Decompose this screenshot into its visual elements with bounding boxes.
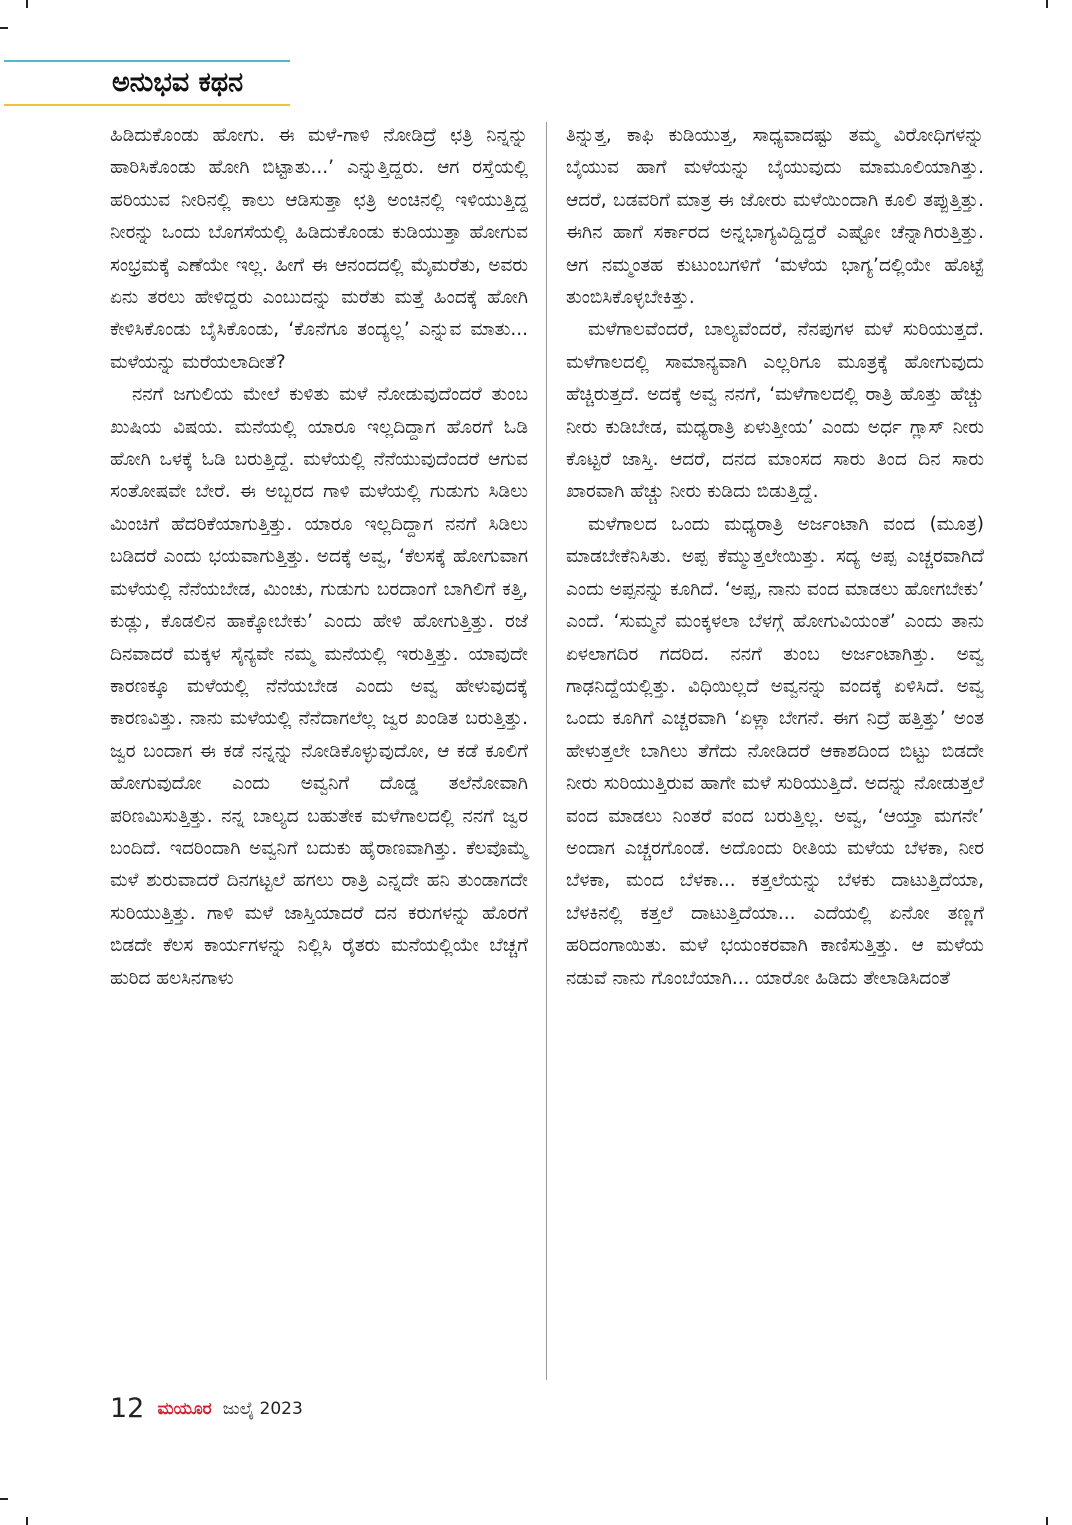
article-paragraph: ತಿನ್ನುತ್ತ, ಕಾಫಿ ಕುಡಿಯುತ್ತ, ಸಾಧ್ಯವಾದಷ್ಟು ತಮ್ಮ ವಿರೋಧಿಗಳನ್ನು ಬೈಯುವ ಹಾಗೆ ಮಳೆಯನ್ನು ಬೈಯುವುದು ಮಾಮೂಲಿಯಾಗಿತ್ತು. ಆದರೆ, ಬಡವರಿಗೆ ಮಾತ್ರ ಈ ಜೋರು ಮಳೆಯಿಂದಾಗಿ ಕೂಲಿ ತಪ್ಪುತ್ತಿತ್ತು. ಈಗಿನ ಹಾಗೆ ಸರ್ಕಾರದ ಅನ್ನಭಾಗ್ಯವಿದ್ದಿದ್ದರೆ ಎಷ್ಟೋ ಚೆನ್ನಾಗಿರುತ್ತಿತ್ತು. ಆಗ ನಮ್ಮಂತಹ ಕುಟುಂಬಗಳಿಗೆ ‘ಮಳೆಯ ಭಾಗ್ಯ’ದಲ್ಲಿಯೇ ಹೊಟ್ಟೆ ತುಂಬಿಸಿಕೊಳ್ಳಬೇಕಿತ್ತು.: [566, 125, 984, 309]
article-paragraph: ಮಳೆಗಾಲವೆಂದರೆ, ಬಾಲ್ಯವೆಂದರೆ, ನೆನಪುಗಳ ಮಳೆ ಸುರಿಯುತ್ತದೆ. ಮಳೆಗಾಲದಲ್ಲಿ ಸಾಮಾನ್ಯವಾಗಿ ಎಲ್ಲರಿಗೂ ಮೂತ್ರಕ್ಕೆ ಹೋಗುವುದು ಹೆಚ್ಚಿರುತ್ತದೆ. ಅದಕ್ಕೆ ಅವ್ವ ನನಗೆ, ‘ಮಳೆಗಾಲದಲ್ಲಿ ರಾತ್ರಿ ಹೊತ್ತು ಹೆಚ್ಚು ನೀರು ಕುಡಿಬೇಡ, ಮಧ್ಯರಾತ್ರಿ ಏಳುತ್ತೀಯ’ ಎಂದು ಅರ್ಧ ಗ್ಲಾಸ್ ನೀರು ಕೊಟ್ಟರೆ ಜಾಸ್ತಿ. ಆದರೆ, ದನದ ಮಾಂಸದ ಸಾರು ತಿಂದ ದಿನ ಸಾರು ಖಾರವಾಗಿ ಹೆಚ್ಚು ನೀರು ಕುಡಿದು ಬಿಡುತ್ತಿದ್ದೆ.: [566, 319, 984, 503]
article-paragraph: ನನಗೆ ಜಗುಲಿಯ ಮೇಲೆ ಕುಳಿತು ಮಳೆ ನೋಡುವುದೆಂದರೆ ತುಂಬ ಖುಷಿಯ ವಿಷಯ. ಮನೆಯಲ್ಲಿ ಯಾರೂ ಇಲ್ಲದಿದ್ದಾಗ ಹೊರಗೆ ಓಡಿ ಹೋಗಿ ಒಳಕ್ಕೆ ಓಡಿ ಬರುತ್ತಿದ್ದೆ. ಮಳೆಯಲ್ಲಿ ನೆನೆಯುವುದೆಂದರೆ ಆಗುವ ಸಂತೋಷವೇ ಬೇರೆ. ಈ ಅಬ್ಬರದ ಗಾಳಿ ಮಳೆಯಲ್ಲಿ ಗುಡುಗು ಸಿಡಿಲು ಮಿಂಚಿಗೆ ಹೆದರಿಕೆಯಾಗುತ್ತಿತ್ತು. ಯಾರೂ ಇಲ್ಲದಿದ್ದಾಗ ನನಗೆ ಸಿಡಿಲು ಬಡಿದರೆ ಎಂದು ಭಯವಾಗುತ್ತಿತ್ತು. ಅದಕ್ಕೆ ಅವ್ವ, ‘ಕೆಲಸಕ್ಕೆ ಹೋಗುವಾಗ ಮಳೆಯಲ್ಲಿ ನೆನೆಯಬೇಡ, ಮಿಂಚು, ಗುಡುಗು ಬರದಾಂಗೆ ಬಾಗಿಲಿಗೆ ಕತ್ತಿ, ಕುಡ್ಲು, ಕೊಡಲಿನ ಹಾಕ್ಕೋಬೇಕು’ ಎಂದು ಹೇಳಿ ಹೋಗುತ್ತಿತ್ತು. ರಜೆ ದಿನವಾದರೆ ಮಕ್ಕಳ ಸೈನ್ಯವೇ ನಮ್ಮ ಮನೆಯಲ್ಲಿ ಇರುತ್ತಿತ್ತು. ಯಾವುದೇ ಕಾರಣಕ್ಕೂ ಮಳೆಯಲ್ಲಿ ನೆನೆಯಬೇಡ ಎಂದು ಅವ್ವ ಹೇಳುವುದಕ್ಕೆ ಕಾರಣವಿತ್ತು. ನಾನು ಮಳೆಯಲ್ಲಿ ನೆನೆದಾಗಲೆಲ್ಲ ಜ್ವರ ಖಂಡಿತ ಬರುತ್ತಿತ್ತು. ಜ್ವರ ಬಂದಾಗ ಈ ಕಡೆ ನನ್ನನ್ನು ನೋಡಿಕೊಳ್ಳುವುದೋ, ಆ ಕಡೆ ಕೂಲಿಗೆ ಹೋಗುವುದೋ ಎಂದು ಅವ್ವನಿಗೆ ದೊಡ್ಡ ತಲೆನೋವಾಗಿ ಪರಿಣಮಿಸುತ್ತಿತ್ತು. ನನ್ನ ಬಾಲ್ಯದ ಬಹುತೇಕ ಮಳೆಗಾಲದಲ್ಲಿ ನನಗೆ ಜ್ವರ ಬಂದಿದೆ. ಇದರಿಂದಾಗಿ ಅವ್ವನಿಗೆ ಬದುಕು ಹೈರಾಣವಾಗಿತ್ತು. ಕೆಲವೊಮ್ಮೆ ಮಳೆ ಶುರುವಾದರೆ ದಿನಗಟ್ಟಲೆ ಹಗಲು ರಾತ್ರಿ ಎನ್ನದೇ ಹನಿ ತುಂಡಾಗದೇ ಸುರಿಯುತ್ತಿತ್ತು. ಗಾಳಿ ಮಳೆ ಜಾಸ್ತಿಯಾದರೆ ದನ ಕರುಗಳನ್ನು ಹೊರಗೆ ಬಿಡದೇ ಕೆಲಸ ಕಾರ್ಯಗಳನ್ನು ನಿಲ್ಲಿಸಿ ರೈತರು ಮನೆಯಲ್ಲಿಯೇ ಬೆಚ್ಚಗೆ ಹುರಿದ ಹಲಸಿನಗಾಳು: [110, 384, 528, 989]
article-paragraph: ಹಿಡಿದುಕೊಂಡು ಹೋಗು. ಈ ಮಳೆ-ಗಾಳಿ ನೋಡಿದ್ರೆ ಛತ್ರಿ ನಿನ್ನನ್ನು ಹಾರಿಸಿಕೊಂಡು ಹೋಗಿ ಬಿಟ್ಟಾತು...’ ಎನ್ನುತ್ತಿದ್ದರು. ಆಗ ರಸ್ತೆಯಲ್ಲಿ ಹರಿಯುವ ನೀರಿನಲ್ಲಿ ಕಾಲು ಆಡಿಸುತ್ತಾ ಛತ್ರಿ ಅಂಚಿನಲ್ಲಿ ಇಳಿಯುತ್ತಿದ್ದ ನೀರನ್ನು ಒಂದು ಬೊಗಸೆಯಲ್ಲಿ ಹಿಡಿದುಕೊಂಡು ಕುಡಿಯುತ್ತಾ ಹೋಗುವ ಸಂಭ್ರಮಕ್ಕೆ ಎಣೆಯೇ ಇಲ್ಲ. ಹೀಗೆ ಈ ಆನಂದದಲ್ಲಿ ಮೈಮರೆತು, ಅವರು ಏನು ತರಲು ಹೇಳಿದ್ದರು ಎಂಬುದನ್ನು ಮರೆತು ಮತ್ತೆ ಹಿಂದಕ್ಕೆ ಹೋಗಿ ಕೇಳಿಸಿಕೊಂಡು ಬೈಸಿಕೊಂಡು, ‘ಕೊನೆಗೂ ತಂದ್ಯಲ್ಲ’ ಎನ್ನುವ ಮಾತು... ಮಳೆಯನ್ನು ಮರೆಯಲಾದೀತೆ?: [110, 125, 528, 373]
crop-mark-bottom-right: [1046, 1517, 1048, 1525]
magazine-logo: ಮಯೂರ: [157, 1398, 212, 1419]
article-column-left: [110, 120, 528, 995]
crop-mark-left-top: [0, 27, 8, 29]
article-column-right: [566, 120, 984, 995]
header-rule-bottom: [4, 104, 290, 106]
page-footer: [110, 1393, 303, 1424]
section-title: ಅನುಭವ ಕಥನ: [112, 67, 244, 98]
crop-mark-bottom-left: [26, 1517, 28, 1525]
page-number: 12: [110, 1393, 145, 1424]
crop-mark-left-bottom: [0, 1498, 8, 1500]
header-rule-top: [4, 60, 290, 62]
crop-mark-top-left: [26, 0, 28, 8]
article-paragraph: ಮಳೆಗಾಲದ ಒಂದು ಮಧ್ಯರಾತ್ರಿ ಅರ್ಜಂಟಾಗಿ ವಂದ (ಮೂತ್ರ) ಮಾಡಬೇಕೆನಿಸಿತು. ಅಪ್ಪ ಕೆಮ್ಮುತ್ತಲೇಯಿತ್ತು. ಸದ್ಯ ಅಪ್ಪ ಎಚ್ಚರವಾಗಿದೆ ಎಂದು ಅಪ್ಪನನ್ನು ಕೂಗಿದೆ. ‘ಅಪ್ಪ, ನಾನು ವಂದ ಮಾಡಲು ಹೋಗಬೇಕು’ ಎಂದೆ. ‘ಸುಮ್ಮನೆ ಮಂಕ್ಕಳಲಾ ಬೆಳಗ್ಗೆ ಹೋಗುವಿಯಂತೆ’ ಎಂದು ತಾನು ಏಳಲಾಗದಿರ ಗದರಿದ. ನನಗೆ ತುಂಬ ಅರ್ಜಂಟಾಗಿತ್ತು. ಅವ್ವ ಗಾಢನಿದ್ದೆಯಲ್ಲಿತ್ತು. ವಿಧಿಯಿಲ್ಲದೆ ಅವ್ವನನ್ನು ವಂದಕ್ಕೆ ಏಳಿಸಿದೆ. ಅವ್ವ ಒಂದು ಕೂಗಿಗೆ ಎಚ್ಚರವಾಗಿ ‘ಏಳ್ಲಾ ಬೇಗನೆ. ಈಗ ನಿದ್ರೆ ಹತ್ತಿತ್ತು’ ಅಂತ ಹೇಳುತ್ತಲೇ ಬಾಗಿಲು ತೆಗೆದು ನೋಡಿದರೆ ಆಕಾಶದಿಂದ ಬಿಟ್ಟು ಬಿಡದೇ ನೀರು ಸುರಿಯುತ್ತಿರುವ ಹಾಗೇ ಮಳೆ ಸುರಿಯುತ್ತಿದೆ. ಅದನ್ನು ನೋಡುತ್ತಲೆ ವಂದ ಮಾಡಲು ನಿಂತರೆ ವಂದ ಬರುತ್ತಿಲ್ಲ. ಅವ್ವ, ‘ಆಯ್ತಾ ಮಗನೇ’ ಅಂದಾಗ ಎಚ್ಚರಗೊಂಡೆ. ಅದೊಂದು ರೀತಿಯ ಮಳೆಯ ಬೆಳಕಾ, ನೀರ ಬೆಳಕಾ, ಮಂದ ಬೆಳಕಾ... ಕತ್ತಲೆಯನ್ನು ಬೆಳಕು ದಾಟುತ್ತಿದೆಯಾ, ಬೆಳಕಿನಲ್ಲಿ ಕತ್ತಲೆ ದಾಟುತ್ತಿದೆಯಾ... ಎದೆಯಲ್ಲಿ ಏನೋ ತಣ್ಣಗೆ ಹರಿದಂಗಾಯಿತು. ಮಳೆ ಭಯಂಕರವಾಗಿ ಕಾಣಿಸುತ್ತಿತ್ತು. ಆ ಮಳೆಯ ನಡುವೆ ನಾನು ಗೊಂಬೆಯಾಗಿ... ಯಾರೋ ಹಿಡಿದು ತೇಲಾಡಿಸಿದಂತೆ: [566, 513, 984, 989]
crop-mark-top-right: [1046, 0, 1048, 8]
column-divider: [546, 122, 547, 1380]
issue-date: ಜುಲೈ 2023: [222, 1398, 303, 1419]
